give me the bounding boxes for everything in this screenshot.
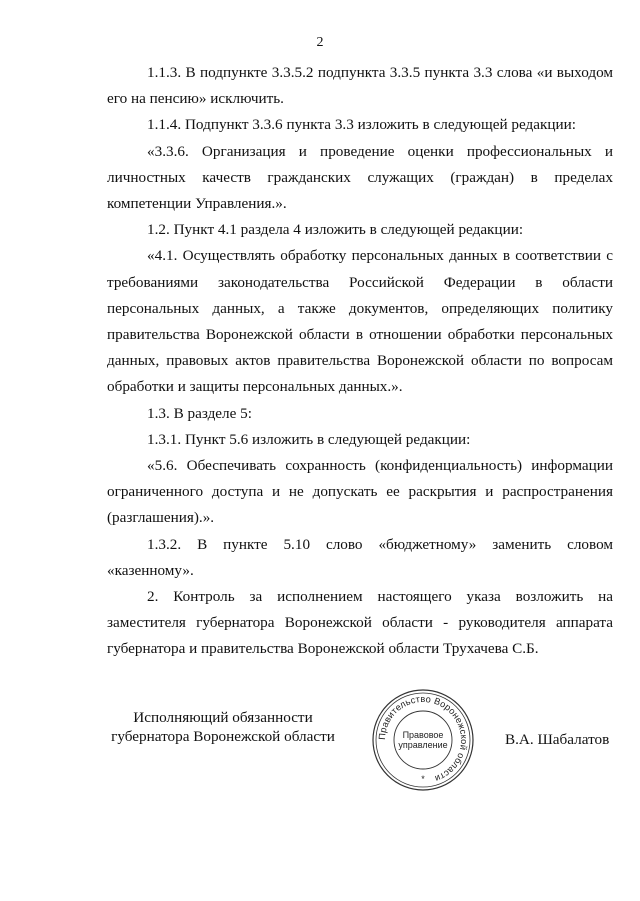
signature-block [0,693,640,790]
paragraph-1-3-2: 1.3.2. В пункте 5.10 слово «бюджетному» заменить словом «казенному». [107,535,613,579]
official-seal-stamp [371,688,475,792]
stamp-ring-text: Правительство Воронежской области [376,693,470,784]
signatory-role-line-2: губернатора Воронежской области [111,728,335,745]
paragraph-1-1-3: 1.1.3. В подпункте 3.3.5.2 подпункта 3.3.5 пункта 3.3 слова «и выходом его на пенсию» исключить. [107,64,613,108]
stamp-center-line-2: управление [398,740,448,750]
paragraph-1-3-1: 1.3.1. Пункт 5.6 изложить в следующей редакции: [147,430,471,448]
signatory-role [100,708,346,746]
paragraph-1-3: 1.3. В разделе 5: [147,404,252,422]
paragraph-2-control: 2. Контроль за исполнением настоящего указа возложить на заместителя губернатора Воронежской области - руководителя аппарата губернатора и правительства Воронежской области Трухачева С.Б. [107,588,613,658]
document-body [107,60,613,663]
signatory-name: В.А. Шабалатов [505,731,610,748]
page-number: 2 [316,35,324,50]
paragraph-4-1-quote: «4.1. Осуществлять обработку персональных данных в соответствии с требованиями законодательства Российской Федерации в области персональных данных, а также документов, определяющих политику правительства Воронежской области в отношении обработки персональных данных, правовых актов правительства Воронежской области по вопросам обработки и защиты персональных данных.». [107,247,613,396]
paragraph-1-2: 1.2. Пункт 4.1 раздела 4 изложить в следующей редакции: [147,221,524,239]
paragraph-3-3-6-quote: «3.3.6. Организация и проведение оценки профессиональных и личностных качеств гражданских служащих (граждан) в пределах компетенции Управления.». [107,142,613,213]
stamp-center-line-1: Правовое [402,730,444,740]
paragraph-5-6-quote: «5.6. Обеспечивать сохранность (конфиденциальность) информации ограниченного доступа и не допускать ее раскрытия и распространения (разглашения).». [107,457,613,527]
stamp-star-icon: * [421,774,425,784]
paragraph-1-1-4: 1.1.4. Подпункт 3.3.6 пункта 3.3 изложить в следующей редакции: [147,116,576,134]
signatory-role-line-1: Исполняющий обязанности [133,709,313,726]
